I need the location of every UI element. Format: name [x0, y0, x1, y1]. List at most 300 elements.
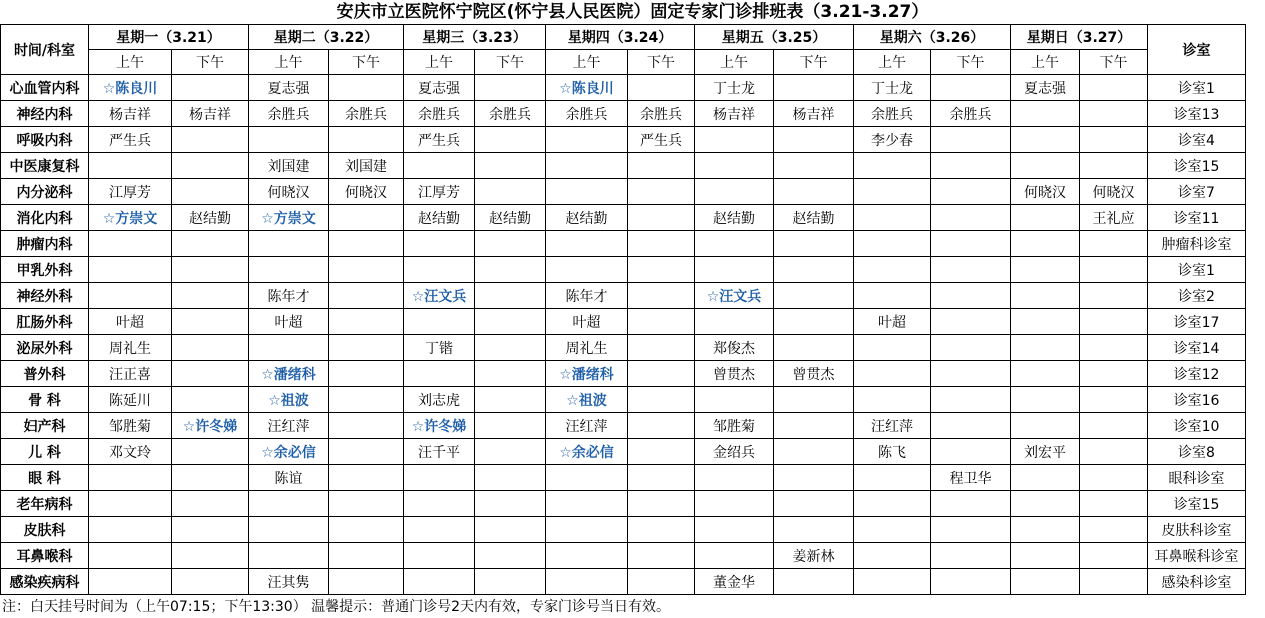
doctor-cell — [475, 543, 546, 569]
table-row — [1, 75, 1246, 101]
table-row — [1, 101, 1246, 127]
doctor-cell: 周礼生 — [89, 335, 172, 361]
doctor-cell — [546, 179, 628, 205]
doctor-cell: 李少春 — [854, 127, 931, 153]
doctor-cell — [931, 491, 1011, 517]
department-cell: 呼吸内科 — [1, 127, 89, 153]
doctor-cell — [774, 257, 854, 283]
doctor-cell: 赵结勤 — [546, 205, 628, 231]
doctor-cell — [931, 335, 1011, 361]
doctor-cell — [774, 231, 854, 257]
doctor-cell: 夏志强 — [1011, 75, 1080, 101]
doctor-cell — [1011, 335, 1080, 361]
department-cell: 甲乳外科 — [1, 257, 89, 283]
doctor-cell — [329, 413, 404, 439]
doctor-cell — [475, 569, 546, 595]
doctor-cell — [628, 231, 695, 257]
doctor-cell — [1080, 439, 1148, 465]
doctor-cell — [931, 413, 1011, 439]
day-header: 星期三（3.23） — [404, 25, 546, 50]
doctor-cell: 余胜兵 — [854, 101, 931, 127]
doctor-cell — [1011, 205, 1080, 231]
room-cell: 诊室15 — [1148, 153, 1246, 179]
doctor-cell — [546, 543, 628, 569]
table-row — [1, 413, 1246, 439]
doctor-cell — [854, 387, 931, 413]
doctor-cell — [404, 543, 475, 569]
doctor-cell — [89, 231, 172, 257]
doctor-cell — [774, 153, 854, 179]
doctor-cell — [172, 75, 249, 101]
table-row — [1, 569, 1246, 595]
doctor-cell: 叶超 — [89, 309, 172, 335]
day-header: 星期五（3.25） — [695, 25, 854, 50]
doctor-cell: 赵结勤 — [774, 205, 854, 231]
doctor-cell — [695, 387, 774, 413]
doctor-cell: ☆方崇文 — [89, 205, 172, 231]
doctor-cell — [89, 569, 172, 595]
doctor-cell — [931, 283, 1011, 309]
doctor-cell — [931, 205, 1011, 231]
doctor-cell: 赵结勤 — [172, 205, 249, 231]
doctor-cell: 叶超 — [854, 309, 931, 335]
room-cell: 耳鼻喉科诊室 — [1148, 543, 1246, 569]
doctor-cell: 夏志强 — [249, 75, 329, 101]
doctor-cell: 赵结勤 — [475, 205, 546, 231]
doctor-cell — [172, 179, 249, 205]
doctor-cell — [931, 257, 1011, 283]
am-header: 上午 — [1011, 50, 1080, 75]
department-cell: 内分泌科 — [1, 179, 89, 205]
doctor-cell: ☆潘绪科 — [546, 361, 628, 387]
room-cell: 诊室12 — [1148, 361, 1246, 387]
doctor-cell — [695, 179, 774, 205]
doctor-cell — [931, 387, 1011, 413]
doctor-cell — [854, 179, 931, 205]
doctor-cell — [854, 517, 931, 543]
doctor-cell — [329, 205, 404, 231]
doctor-cell: 严生兵 — [404, 127, 475, 153]
doctor-cell — [1011, 257, 1080, 283]
doctor-cell: 陈谊 — [249, 465, 329, 491]
department-cell: 儿 科 — [1, 439, 89, 465]
doctor-cell — [1011, 465, 1080, 491]
doctor-cell: 江厚芳 — [89, 179, 172, 205]
doctor-cell — [249, 231, 329, 257]
table-row — [1, 205, 1246, 231]
doctor-cell: 董金华 — [695, 569, 774, 595]
doctor-cell: 余胜兵 — [546, 101, 628, 127]
doctor-cell: 叶超 — [249, 309, 329, 335]
doctor-cell — [404, 361, 475, 387]
doctor-cell — [931, 543, 1011, 569]
doctor-cell — [249, 491, 329, 517]
doctor-cell — [329, 75, 404, 101]
doctor-cell — [628, 569, 695, 595]
table-row — [1, 257, 1246, 283]
doctor-cell: 汪其隽 — [249, 569, 329, 595]
doctor-cell — [89, 257, 172, 283]
doctor-cell: 余胜兵 — [249, 101, 329, 127]
doctor-cell: 王礼应 — [1080, 205, 1148, 231]
pm-header: 下午 — [931, 50, 1011, 75]
session-header-row — [1, 50, 1246, 75]
doctor-cell — [628, 413, 695, 439]
doctor-cell: 姜新林 — [774, 543, 854, 569]
doctor-cell: 刘宏平 — [1011, 439, 1080, 465]
room-cell: 诊室16 — [1148, 387, 1246, 413]
doctor-cell — [774, 179, 854, 205]
doctor-cell — [854, 491, 931, 517]
doctor-cell — [404, 309, 475, 335]
doctor-cell — [172, 387, 249, 413]
room-cell: 诊室1 — [1148, 257, 1246, 283]
doctor-cell — [329, 283, 404, 309]
doctor-cell — [172, 361, 249, 387]
doctor-cell: 曾贯杰 — [695, 361, 774, 387]
doctor-cell — [628, 179, 695, 205]
room-cell: 诊室15 — [1148, 491, 1246, 517]
doctor-cell: ☆陈良川 — [546, 75, 628, 101]
doctor-cell: 余胜兵 — [404, 101, 475, 127]
doctor-cell — [774, 569, 854, 595]
doctor-cell — [475, 413, 546, 439]
department-cell: 老年病科 — [1, 491, 89, 517]
doctor-cell — [475, 153, 546, 179]
doctor-cell — [628, 543, 695, 569]
doctor-cell — [329, 231, 404, 257]
pm-header: 下午 — [475, 50, 546, 75]
doctor-cell: 丁锴 — [404, 335, 475, 361]
doctor-cell — [931, 75, 1011, 101]
am-header: 上午 — [854, 50, 931, 75]
doctor-cell — [628, 387, 695, 413]
doctor-cell: ☆陈良川 — [89, 75, 172, 101]
doctor-cell — [475, 231, 546, 257]
doctor-cell — [249, 257, 329, 283]
doctor-cell: 杨吉祥 — [89, 101, 172, 127]
doctor-cell — [172, 309, 249, 335]
doctor-cell — [1011, 569, 1080, 595]
doctor-cell — [404, 231, 475, 257]
doctor-cell — [1080, 127, 1148, 153]
doctor-cell: 郑俊杰 — [695, 335, 774, 361]
department-cell: 妇产科 — [1, 413, 89, 439]
room-cell: 诊室10 — [1148, 413, 1246, 439]
doctor-cell — [475, 361, 546, 387]
doctor-cell — [89, 283, 172, 309]
department-cell: 神经内科 — [1, 101, 89, 127]
department-cell: 消化内科 — [1, 205, 89, 231]
doctor-cell: 金绍兵 — [695, 439, 774, 465]
table-row — [1, 127, 1246, 153]
doctor-cell — [172, 127, 249, 153]
doctor-cell: 陈年才 — [546, 283, 628, 309]
table-row — [1, 309, 1246, 335]
doctor-cell — [249, 517, 329, 543]
doctor-cell — [329, 439, 404, 465]
doctor-cell: 赵结勤 — [404, 205, 475, 231]
doctor-cell — [172, 491, 249, 517]
department-cell: 皮肤科 — [1, 517, 89, 543]
doctor-cell — [854, 465, 931, 491]
doctor-cell — [329, 127, 404, 153]
doctor-cell — [89, 543, 172, 569]
room-cell: 诊室14 — [1148, 335, 1246, 361]
doctor-cell — [1080, 335, 1148, 361]
doctor-cell — [404, 517, 475, 543]
doctor-cell: 杨吉祥 — [172, 101, 249, 127]
doctor-cell — [774, 439, 854, 465]
day-header: 星期二（3.22） — [249, 25, 404, 50]
page-title: 安庆市立医院怀宁院区(怀宁县人民医院）固定专家门诊排班表（3.21-3.27） — [336, 2, 929, 22]
doctor-cell — [774, 413, 854, 439]
doctor-cell — [546, 465, 628, 491]
room-cell: 皮肤科诊室 — [1148, 517, 1246, 543]
doctor-cell — [329, 309, 404, 335]
doctor-cell: 刘国建 — [249, 153, 329, 179]
doctor-cell: 叶超 — [546, 309, 628, 335]
doctor-cell — [1011, 517, 1080, 543]
doctor-cell — [628, 257, 695, 283]
doctor-cell — [628, 283, 695, 309]
doctor-cell — [546, 231, 628, 257]
room-cell: 肿瘤科诊室 — [1148, 231, 1246, 257]
doctor-cell: 江厚芳 — [404, 179, 475, 205]
doctor-cell — [1080, 283, 1148, 309]
doctor-cell — [329, 465, 404, 491]
doctor-cell: ☆汪文兵 — [404, 283, 475, 309]
doctor-cell: ☆祖波 — [249, 387, 329, 413]
department-cell: 肿瘤内科 — [1, 231, 89, 257]
doctor-cell — [1080, 413, 1148, 439]
doctor-cell — [172, 439, 249, 465]
doctor-cell — [931, 569, 1011, 595]
doctor-cell: 余胜兵 — [931, 101, 1011, 127]
doctor-cell: 何晓汉 — [249, 179, 329, 205]
doctor-cell — [475, 75, 546, 101]
doctor-cell — [854, 335, 931, 361]
department-cell: 骨 科 — [1, 387, 89, 413]
doctor-cell: ☆许冬娣 — [404, 413, 475, 439]
doctor-cell — [329, 257, 404, 283]
doctor-cell — [695, 153, 774, 179]
pm-header: 下午 — [172, 50, 249, 75]
doctor-cell — [329, 569, 404, 595]
doctor-cell — [1080, 101, 1148, 127]
doctor-cell: 余胜兵 — [329, 101, 404, 127]
table-row — [1, 179, 1246, 205]
table-row — [1, 231, 1246, 257]
doctor-cell — [404, 257, 475, 283]
am-header: 上午 — [546, 50, 628, 75]
department-cell: 心血管内科 — [1, 75, 89, 101]
room-cell: 诊室7 — [1148, 179, 1246, 205]
doctor-cell — [1011, 101, 1080, 127]
doctor-cell — [854, 153, 931, 179]
doctor-cell — [475, 335, 546, 361]
room-header: 诊室 — [1148, 25, 1246, 75]
doctor-cell: 汪正喜 — [89, 361, 172, 387]
doctor-cell — [931, 361, 1011, 387]
doctor-cell — [172, 569, 249, 595]
doctor-cell: 邹胜菊 — [89, 413, 172, 439]
doctor-cell: 余胜兵 — [628, 101, 695, 127]
day-header-row — [1, 25, 1246, 50]
doctor-cell — [931, 127, 1011, 153]
doctor-cell — [546, 491, 628, 517]
doctor-cell — [774, 491, 854, 517]
doctor-cell: 杨吉祥 — [774, 101, 854, 127]
doctor-cell — [1080, 491, 1148, 517]
doctor-cell: 汪红萍 — [546, 413, 628, 439]
doctor-cell — [931, 153, 1011, 179]
doctor-cell — [695, 309, 774, 335]
doctor-cell — [628, 335, 695, 361]
table-row — [1, 491, 1246, 517]
day-header: 星期四（3.24） — [546, 25, 695, 50]
doctor-cell: 余胜兵 — [475, 101, 546, 127]
doctor-cell: 程卫华 — [931, 465, 1011, 491]
doctor-cell — [475, 179, 546, 205]
doctor-cell — [854, 569, 931, 595]
doctor-cell — [854, 283, 931, 309]
doctor-cell: 赵结勤 — [695, 205, 774, 231]
am-header: 上午 — [89, 50, 172, 75]
pm-header: 下午 — [774, 50, 854, 75]
doctor-cell: 夏志强 — [404, 75, 475, 101]
doctor-cell — [931, 517, 1011, 543]
table-row — [1, 439, 1246, 465]
doctor-cell — [546, 127, 628, 153]
am-header: 上午 — [404, 50, 475, 75]
doctor-cell — [628, 439, 695, 465]
doctor-cell — [172, 257, 249, 283]
room-cell: 诊室11 — [1148, 205, 1246, 231]
doctor-cell: 邓文玲 — [89, 439, 172, 465]
doctor-cell — [404, 569, 475, 595]
doctor-cell — [1011, 361, 1080, 387]
doctor-cell — [89, 517, 172, 543]
table-row — [1, 335, 1246, 361]
doctor-cell — [628, 309, 695, 335]
doctor-cell — [249, 127, 329, 153]
doctor-cell — [1080, 517, 1148, 543]
department-cell: 肛肠外科 — [1, 309, 89, 335]
doctor-cell: 周礼生 — [546, 335, 628, 361]
doctor-cell — [475, 465, 546, 491]
doctor-cell — [89, 153, 172, 179]
doctor-cell: 刘志虎 — [404, 387, 475, 413]
doctor-cell — [172, 465, 249, 491]
doctor-cell — [628, 361, 695, 387]
doctor-cell — [546, 153, 628, 179]
doctor-cell — [329, 387, 404, 413]
doctor-cell — [774, 465, 854, 491]
doctor-cell — [1011, 309, 1080, 335]
doctor-cell — [628, 205, 695, 231]
schedule-body — [1, 75, 1246, 595]
doctor-cell — [404, 465, 475, 491]
doctor-cell — [475, 517, 546, 543]
doctor-cell — [628, 75, 695, 101]
corner-header: 时间/科室 — [1, 25, 89, 75]
doctor-cell — [931, 309, 1011, 335]
room-cell: 诊室17 — [1148, 309, 1246, 335]
am-header: 上午 — [695, 50, 774, 75]
doctor-cell — [1011, 231, 1080, 257]
doctor-cell — [475, 127, 546, 153]
doctor-cell — [249, 335, 329, 361]
doctor-cell — [628, 517, 695, 543]
doctor-cell — [1011, 153, 1080, 179]
doctor-cell: 陈延川 — [89, 387, 172, 413]
department-cell: 中医康复科 — [1, 153, 89, 179]
room-cell: 诊室2 — [1148, 283, 1246, 309]
doctor-cell — [1011, 387, 1080, 413]
doctor-cell: ☆祖波 — [546, 387, 628, 413]
room-cell: 诊室4 — [1148, 127, 1246, 153]
table-row — [1, 517, 1246, 543]
doctor-cell — [546, 257, 628, 283]
doctor-cell — [475, 491, 546, 517]
doctor-cell — [329, 335, 404, 361]
pm-header: 下午 — [628, 50, 695, 75]
doctor-cell — [695, 257, 774, 283]
table-row — [1, 283, 1246, 309]
department-cell: 泌尿外科 — [1, 335, 89, 361]
doctor-cell: 丁士龙 — [854, 75, 931, 101]
doctor-cell — [695, 127, 774, 153]
doctor-cell — [1080, 309, 1148, 335]
department-cell: 普外科 — [1, 361, 89, 387]
doctor-cell — [329, 517, 404, 543]
doctor-cell: 刘国建 — [329, 153, 404, 179]
doctor-cell — [774, 387, 854, 413]
doctor-cell — [931, 179, 1011, 205]
doctor-cell: 严生兵 — [628, 127, 695, 153]
am-header: 上午 — [249, 50, 329, 75]
doctor-cell — [172, 517, 249, 543]
day-header: 星期六（3.26） — [854, 25, 1011, 50]
room-cell: 诊室1 — [1148, 75, 1246, 101]
doctor-cell — [1080, 231, 1148, 257]
department-cell: 神经外科 — [1, 283, 89, 309]
doctor-cell — [546, 517, 628, 543]
doctor-cell: 何晓汉 — [329, 179, 404, 205]
doctor-cell — [1080, 465, 1148, 491]
doctor-cell — [854, 361, 931, 387]
doctor-cell: 杨吉祥 — [695, 101, 774, 127]
pm-header: 下午 — [1080, 50, 1148, 75]
doctor-cell — [695, 465, 774, 491]
table-row — [1, 361, 1246, 387]
doctor-cell — [475, 309, 546, 335]
doctor-cell — [774, 309, 854, 335]
doctor-cell: 丁士龙 — [695, 75, 774, 101]
footer-note: 注：白天挂号时间为（上午07:15；下午13:30） 温馨提示：普通门诊号2天内有效，专家门诊号当日有效。 — [2, 599, 671, 615]
schedule-table — [0, 24, 1246, 595]
doctor-cell — [931, 439, 1011, 465]
doctor-cell — [1080, 543, 1148, 569]
doctor-cell — [404, 491, 475, 517]
doctor-cell: 汪红萍 — [854, 413, 931, 439]
doctor-cell — [695, 231, 774, 257]
day-header: 星期一（3.21） — [89, 25, 249, 50]
doctor-cell — [695, 517, 774, 543]
doctor-cell — [475, 387, 546, 413]
doctor-cell — [774, 283, 854, 309]
